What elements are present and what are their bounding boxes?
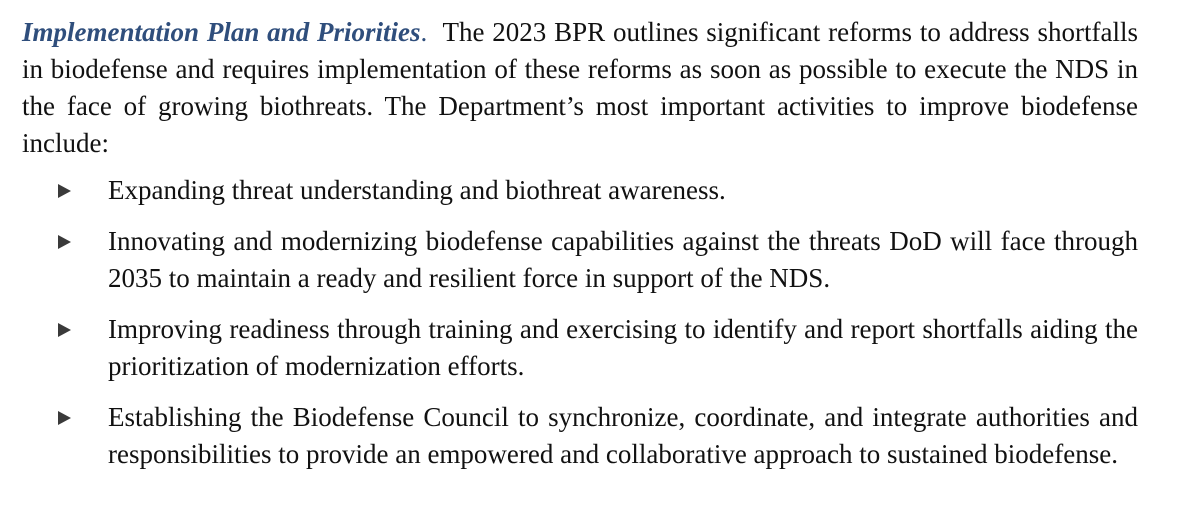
section-heading-period: . <box>420 17 428 47</box>
intro-body-text: The 2023 BPR outlines significant reforms to address shortfalls in biodefense and requires implementation of these reforms as soon as possible to execute the NDS in the face of growing biothreats. The Department’s most important activities to improve biodefense include: <box>22 17 1139 158</box>
priority-list <box>22 172 1138 473</box>
list-item <box>22 311 1138 385</box>
triangle-right-icon <box>54 399 74 436</box>
list-item-text: Establishing the Biodefense Council to synchronize, coordinate, and integrate authorities and responsibilities to provide an empowered and collaborative approach to sustained biodefense. <box>108 402 1138 469</box>
list-item-text: Improving readiness through training and exercising to identify and report shortfalls aiding the prioritization of modernization efforts. <box>108 314 1138 381</box>
section-heading: Implementation Plan and Priorities <box>22 17 421 47</box>
triangle-right-icon <box>54 223 74 260</box>
list-item <box>22 399 1138 473</box>
list-item <box>22 172 1138 209</box>
triangle-right-icon <box>54 172 74 209</box>
triangle-right-icon <box>54 311 74 348</box>
intro-paragraph <box>22 14 1138 162</box>
list-item <box>22 223 1138 297</box>
list-item-text: Expanding threat understanding and biothreat awareness. <box>108 175 726 205</box>
list-item-text: Innovating and modernizing biodefense capabilities against the threats DoD will face through 2035 to maintain a ready and resilient force in support of the NDS. <box>108 226 1138 293</box>
